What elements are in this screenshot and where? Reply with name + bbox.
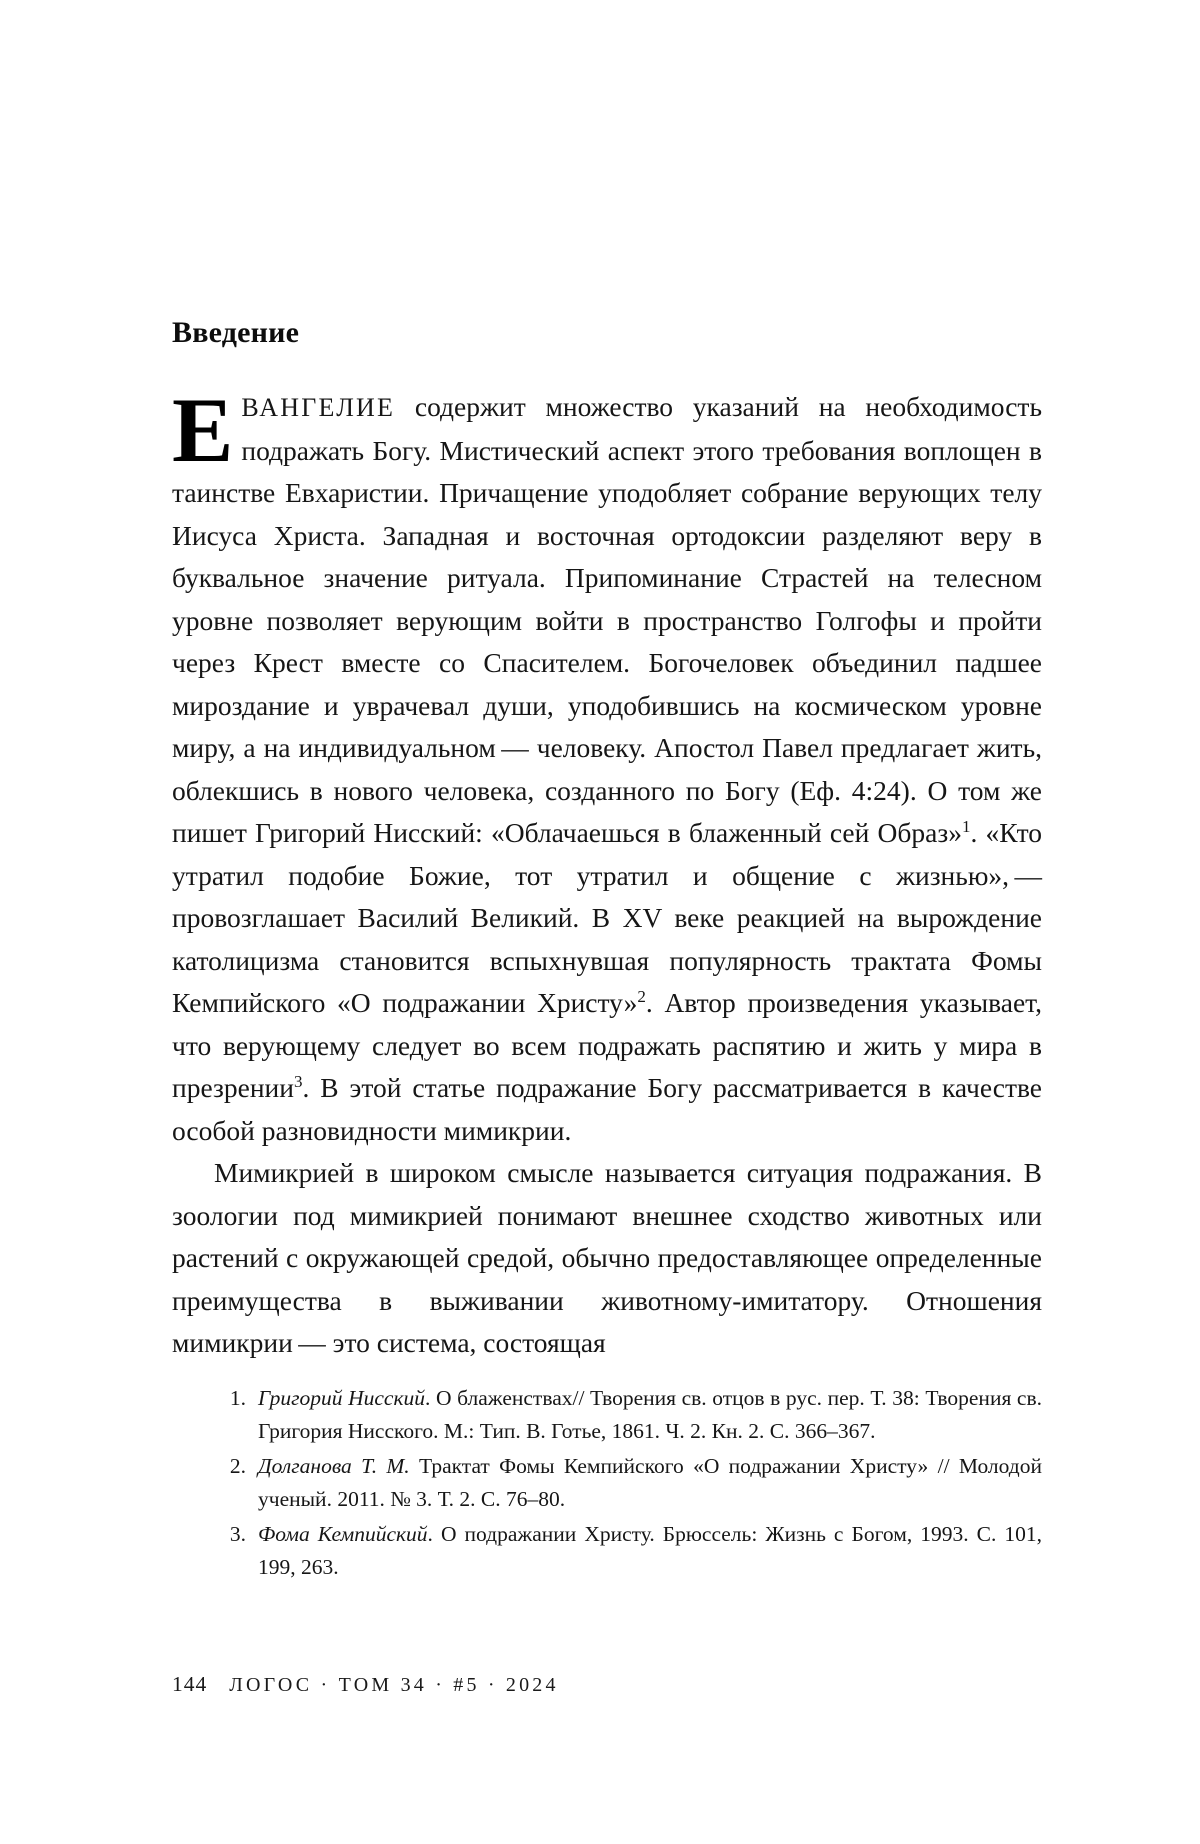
opening-small-caps: ВАНГЕЛИЕ — [241, 393, 396, 422]
paragraph-1 — [172, 379, 1042, 1152]
footnote-item — [212, 1518, 1042, 1583]
page-title: Введение — [172, 316, 300, 349]
footnote-body: . О блаженствах// Творения св. отцов в рус. пер. Т. 38: Творения св. Григория Нисского. М.: Тип. В. Готье, 1861. Ч. 2. Кн. 2. С. 366–367. — [258, 1386, 1042, 1443]
footnote-body: . О подражании Христу. Брюссель: Жизнь с Богом, 1993. С. 101, 199, 263. — [258, 1522, 1042, 1579]
footnote-item — [212, 1450, 1042, 1515]
footnote-number: 2. — [229, 1454, 246, 1478]
paragraph-1-text-c: . Автор произведения указывает, что верующему следует во всем подражать распятию и жить у мира в презрении — [172, 987, 1042, 1103]
footnote-text — [258, 1450, 1042, 1515]
footnote-author: Фома Кемпийский — [258, 1522, 428, 1546]
footnote-ref-2: 2 — [637, 986, 646, 1006]
footnote-ref-1: 1 — [961, 816, 971, 836]
paragraph-1-text-a: содержит множество указаний на необходимость подражать Богу. Мистический аспект этого требования воплощен в таинстве Евхаристии. Причащение уподобляет собрание верующих телу Иисуса Христа. Западная и восточная ортодоксии разделяют веру в буквальное значение ритуала. Припоминание Страстей на телесном уровне позволяет верующим войти в пространство Голгофы и пройти через Крест вместе со Спасителем. Богочеловек объединил падшее мироздание и уврачевал души, уподобившись на космическом уровне миру, а на индивидуальном — человеку. Апостол Павел предлагает жить, облекшись в нового человека, созданного по Богу (Еф. 4:24). О том же пишет Григорий Нисский: «Облачаешься в блаженный сей Образ» — [172, 391, 1042, 848]
footnote-author: Долганова Т. М. — [258, 1454, 410, 1478]
paragraph-1-text-d: . В этой статье подражание Богу рассматривается в качестве особой разновидности мимикрии. — [172, 1072, 1042, 1146]
journal-issue-line: ЛОГОС · ТОМ 34 · #5 · 2024 — [229, 1674, 559, 1696]
footnote-item — [212, 1382, 1042, 1447]
footnote-author: Григорий Нисский — [258, 1386, 426, 1410]
footnotes-list — [212, 1382, 1042, 1586]
drop-cap: Е — [172, 379, 234, 481]
footnote-ref-3: 3 — [293, 1071, 303, 1091]
footnote-number: 1. — [229, 1386, 246, 1410]
footnote-text — [258, 1382, 1042, 1447]
footnote-body: Трактат Фомы Кемпийского «О подражании Христу» // Молодой ученый. 2011. № 3. Т. 2. С. 76–80. — [258, 1454, 1042, 1511]
paragraph-1-text-b: . «Кто утратил подобие Божие, тот утратил и общение с жизнью», — провозглашает Василий Великий. В XV веке реакцией на вырождение католицизма становится вспыхнувшая популярность трактата Фомы Кемпийского «О подражании Христу» — [172, 817, 1042, 1018]
footnote-number: 3. — [229, 1522, 246, 1546]
page-number: 144 — [172, 1672, 208, 1696]
paragraph-2: Мимикрией в широком смысле называется ситуация подражания. В зоологии под мимикрией понимают внешнее сходство животных или растений с окружающей средой, обычно предоставляющее определенные преимущества в выживании животному-имитатору. Отношения мимикрии — это система, состоящая — [172, 1157, 1042, 1358]
page-footer — [172, 1672, 559, 1697]
page-content — [172, 316, 1042, 1365]
footnote-text — [258, 1518, 1042, 1583]
